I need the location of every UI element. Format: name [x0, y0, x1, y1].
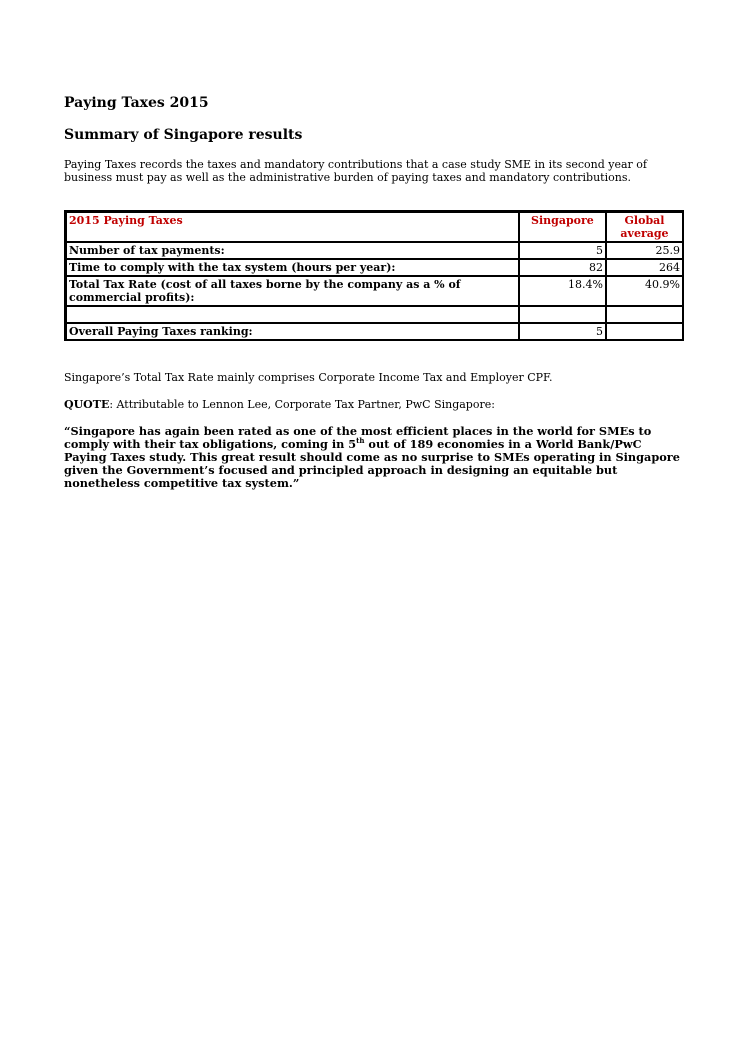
row-global-value	[606, 306, 683, 323]
quote-text-part1: “Singapore has again been rated as one of the most efficient places in the world for SMEs to comply with their tax obligations, coming in 5	[64, 424, 652, 451]
row-singapore-value: 82	[519, 259, 606, 276]
header-cell-singapore: Singapore	[519, 212, 606, 242]
quote-ordinal-suffix: th	[356, 436, 365, 446]
quote-text-part2: out of 189 economies in a World Bank/PwC Paying Taxes study. This great result should come as no surprise to SMEs operating in Singapore given the Government’s focused and principled approach in designing an equitable but nonetheless competitive tax system.”	[64, 437, 680, 490]
header-cell-global: Global average	[606, 212, 683, 242]
quote-text	[64, 425, 684, 490]
quote-label: QUOTE	[64, 398, 110, 411]
row-global-value: 40.9%	[606, 276, 683, 306]
row-label: Total Tax Rate (cost of all taxes borne by the company as a % of commercial profits):	[66, 276, 519, 306]
table-row	[66, 242, 683, 259]
row-singapore-value: 5	[519, 242, 606, 259]
row-label: Time to comply with the tax system (hours per year):	[66, 259, 519, 276]
document-page	[64, 94, 684, 504]
table-row	[66, 323, 683, 340]
document-title: Paying Taxes 2015	[64, 95, 209, 111]
intro-paragraph: Paying Taxes records the taxes and mandatory contributions that a case study SME in its second year of business must pay as well as the administrative burden of paying taxes and mandatory contributions.	[64, 158, 647, 184]
body-section	[64, 371, 684, 490]
header-cell-topic: 2015 Paying Taxes	[66, 212, 519, 242]
row-singapore-value	[519, 306, 606, 323]
row-label: Number of tax payments:	[66, 242, 519, 259]
row-label: Overall Paying Taxes ranking:	[66, 323, 519, 340]
table-row-empty	[66, 306, 683, 323]
table-row	[66, 259, 683, 276]
table-header-row	[66, 212, 683, 242]
row-singapore-value: 18.4%	[519, 276, 606, 306]
table-row	[66, 276, 683, 306]
paying-taxes-table	[64, 210, 684, 341]
document-subtitle: Summary of Singapore results	[64, 127, 303, 143]
summary-paragraph: Singapore’s Total Tax Rate mainly comprises Corporate Income Tax and Employer CPF.	[64, 371, 553, 384]
row-global-value: 25.9	[606, 242, 683, 259]
row-singapore-value: 5	[519, 323, 606, 340]
row-label	[66, 306, 519, 323]
quote-attribution-line	[64, 398, 684, 411]
row-global-value	[606, 323, 683, 340]
row-global-value: 264	[606, 259, 683, 276]
quote-attribution: : Attributable to Lennon Lee, Corporate Tax Partner, PwC Singapore:	[109, 398, 495, 411]
